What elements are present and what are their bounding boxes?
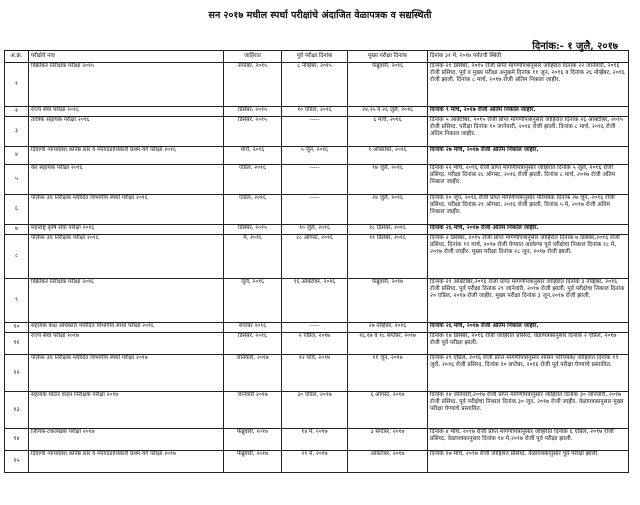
cell-main: २७ नोव्हेंबर, २०१६	[348, 323, 428, 333]
cell-exam: कर सहायक परीक्षा २०१६	[29, 165, 224, 195]
cell-main: १६,१७ व १८ सप्टेंबर, २०१७	[348, 333, 428, 355]
cell-status: दिनांक २९ एप्रिल, २०१६ रोजी प्राप्त मागणीपत्रानुसार शासन परिपत्रक/ जाहिरात दिनांक १९ जुलै, २०१६ रोजी प्रसिध्द. दिनांक १० सप्टेंबर, २०१६ रोजी पूर्व परीक्षा घेण्याचे प्रस्तावित.	[428, 355, 629, 392]
header-prelim: पूर्व परीक्षा दिनांक	[282, 51, 348, 63]
cell-sr: ५	[5, 165, 29, 195]
cell-prelim: १६ ऑक्टोबर, २०१६	[282, 279, 348, 323]
cell-status: दिनांक २ डिसेंबर, २०१५ रोजी प्राप्त मागणीपत्रानुसार जाहिरात दिनांक ७ डिसेंबर,२०१६ रोजी प्रसिध्द. दिनांक १९ मार्च, २०१७ रोजी घेण्यात आलेल्या पूर्व परीक्षेचा निकाल दिनांक १८ मे, २०१७ रोजी जाहीर. मुख्य परीक्षा दिनांक २८ जून, २०१७ रोजी झाली.	[428, 235, 629, 279]
cell-main: ९ ऑक्टोबर, २०१६	[348, 147, 428, 165]
exam-schedule-table	[4, 50, 629, 473]
table-row	[5, 165, 629, 195]
cell-sr: १४	[5, 429, 29, 451]
cell-status: दिनांक १० जून, २०१६ रोजी प्राप्त मागणीपत्रानुसार परिपत्रक दिनांक २७ जून, २०१६ रोजी प्रसिध्द. परीक्षा दिनांक २१ ऑगस्ट, २०१६ रोजी झाली. दिनांक ५ मे, २०१७ रोजी अंतिम निकाल जाहीर.	[428, 195, 629, 225]
cell-prelim: ३० एप्रिल, २०१७	[282, 392, 348, 429]
cell-exam: सहायक मोटार वाहन निरीक्षक परीक्षा २०१७	[29, 392, 224, 429]
cell-sr: ८	[5, 235, 29, 279]
header-sr: अ.क्र.	[5, 51, 29, 63]
header-main: मुख्य परीक्षा दिनांक	[348, 51, 428, 63]
cell-exam: विक्रीकर निरीक्षक परीक्षा २०१६	[29, 279, 224, 323]
cell-exam: पोलीस उप निरीक्षक मर्यादित विभागीय स्पर्धा परीक्षा २०१७	[29, 355, 224, 392]
cell-advt: सप्टेंबर, २०१५	[224, 63, 282, 107]
cell-prelim: १४ मे, २०१७	[282, 429, 348, 451]
cell-status: दिनांक १४ जानेवारी,२०१७ रोजी प्राप्त मागणीपत्रानुसार जाहिरात दिनांक ३० जानेवारी, २०१७ रोजी प्रसिध्द. पूर्व परीक्षेचा निकाल दिनांक ३० जून, २०१७ रोजी जाहीर. वेळापत्रकानुसार मुख्य परीक्षा घेण्याचे प्रस्तावित.	[428, 392, 629, 429]
table-row	[5, 333, 629, 355]
table-row	[5, 323, 629, 333]
table-row	[5, 147, 629, 165]
table-header-row	[5, 51, 629, 63]
cell-main: १७ जुलै, २०१६	[348, 165, 428, 195]
cell-status: दिनांक २६ मार्च, २०१७ रोजी अंतिम निकाल जाहीर.	[428, 323, 629, 333]
cell-exam: पोलीस उप निरीक्षक मर्यादित विभागीय स्पर्धा परीक्षा २०१६	[29, 195, 224, 225]
cell-exam: विक्रीकर निरीक्षक परीक्षा २०१५	[29, 63, 224, 107]
cell-prelim: १२ मार्च, २०१७	[282, 355, 348, 392]
cell-prelim: -----	[282, 195, 348, 225]
cell-exam: लिपिक-टंकलेखक परीक्षा २०१७	[29, 429, 224, 451]
table-row	[5, 392, 629, 429]
cell-main: ११ डिसेंबर, २०१६	[348, 235, 428, 279]
cell-sr: १२	[5, 355, 29, 392]
cell-prelim: ८ नोव्हेंबर, २०१५	[282, 63, 348, 107]
cell-sr: १५	[5, 451, 29, 473]
header-status: दिनांक ३१ मे, २०१७ पर्यंतची स्थिती	[428, 51, 629, 63]
cell-advt: जुलै, २०१६	[224, 279, 282, 323]
cell-prelim: २१ मे, २०१७	[282, 451, 348, 473]
table-row	[5, 355, 629, 392]
cell-sr: ९	[5, 279, 29, 323]
cell-advt: एप्रिल, २०१६	[224, 195, 282, 225]
header-exam: परीक्षेचे नाव	[29, 51, 224, 63]
cell-status: दिनांक २१ ऑक्टोबर,२०१६ रोजी प्राप्त मागणीपत्रानुसार जाहिरात दिनांक ३ नोव्हेंबर, २०१६ रोजी प्रसिध्द. पूर्व परीक्षा दिनांक २९ जानेवारी, २०१७ रोजी झाली. पूर्व परीक्षेचा निकाल दिनांक २० एप्रिल, २०१७ रोजी जाहीर. मुख्य परीक्षा दिनांक ३ जून,२०१७ रोजी झाली.	[428, 279, 629, 323]
cell-sr: १३	[5, 392, 29, 429]
cell-prelim: २८ ऑगस्ट, २०१६	[282, 235, 348, 279]
cell-advt: डिसेंबर, २०१५	[224, 117, 282, 147]
cell-advt: डिसेंबर, २०१६	[224, 333, 282, 355]
cell-advt: जानेवारी, २०१७	[224, 355, 282, 392]
cell-exam: महाराष्ट्र कृषि सेवा परीक्षा २०१६	[29, 225, 224, 235]
cell-advt: फेब्रुवारी, २०१७	[224, 451, 282, 473]
cell-exam: दिवाणी न्यायाधीश कनिष्ठ स्तर व न्यायदंडाधिकारी प्रथम वर्ग परीक्षा २०१६	[29, 147, 224, 165]
cell-main: २४,२५ व २६ जुलै, २०१६	[348, 107, 428, 117]
cell-advt: जानेवारी २०१७	[224, 392, 282, 429]
cell-exam: तांत्रिक सहायक परीक्षा २०१६	[29, 117, 224, 147]
table-row	[5, 225, 629, 235]
cell-status: दिनांक १७ मार्च, २०१७ रोजी जाहिरात प्रसिध्द. वेळापत्रकानुसार पूर्व परीक्षा झाली.	[428, 451, 629, 473]
cell-status: दिनांक २१ डिसेंबर, २०१५ रोजी प्राप्त मागणीपत्रानुसार जाहिरात दिनांक २२ जानेवारी, २०१६ रोजी प्रसिध्द. पूर्व व मुख्य परीक्षा अनुक्रमे दिनांक ११ जून, २०१६ व दिनांक २६ नोव्हेंबर, २०१६ रोजी झाली. दिनांक ८ मार्च, २०१७ रोजी अंतिम निकाल जाहीर.	[428, 63, 629, 107]
cell-prelim: १० जुलै, २०१६	[282, 225, 348, 235]
cell-sr: १०	[5, 323, 29, 333]
cell-advt: डिसेंबर, २०१५	[224, 225, 282, 235]
table-row	[5, 451, 629, 473]
cell-status: दिनांक २६ मार्च, २०१७ रोजी अंतिम निकाल जाहीर.	[428, 225, 629, 235]
cell-main: २४ जुलै, २०१६	[348, 195, 428, 225]
cell-sr: ३	[5, 117, 29, 147]
cell-prelim: -----	[282, 165, 348, 195]
cell-advt: एप्रिल, २०१६	[224, 165, 282, 195]
cell-sr: १	[5, 63, 29, 107]
cell-main: फेब्रुवारी, २०१६	[348, 63, 428, 107]
cell-prelim: ५ जून, २०१६	[282, 147, 348, 165]
cell-prelim: २ एप्रिल, २०१७	[282, 333, 348, 355]
table-row	[5, 429, 629, 451]
cell-status: दिनांक ५ ऑक्टोबर, २०१५ रोजी प्राप्त मागणीपत्रानुसार जाहिरात दिनांक २६ ऑक्टोबर, २०१५ रोजी प्रसिध्द. परीक्षा दिनांक १० जानेवारी, २०१६ रोजी झाली. दिनांक ८ मार्च, २०१६ रोजी अंतिम निकाल जाहीर.	[428, 117, 629, 147]
cell-advt: सप्टेंबर २०१६	[224, 323, 282, 333]
cell-sr: ११	[5, 333, 29, 355]
cell-sr: ४	[5, 147, 29, 165]
cell-sr: ७	[5, 225, 29, 235]
cell-main: ऑक्टोबर, २०१७	[348, 451, 428, 473]
cell-exam: राज्य सेवा परीक्षा २०१७	[29, 333, 224, 355]
cell-main: १८ डिसेंबर, २०१६	[348, 225, 428, 235]
cell-advt: मार्च, २०१६	[224, 147, 282, 165]
cell-status: दिनांक १४ डिसेंबर, २०१६ रोजी जाहिरात प्रसिध्द. वेळापत्रकानुसार दिनांक २ एप्रिल, २०१७ रोजी पूर्व परीक्षा झाली.	[428, 333, 629, 355]
page-title: सन २०१७ मधील स्पर्धा परीक्षांचे अंदाजित वेळापत्रक व सद्यस्थिती	[208, 10, 432, 21]
cell-main: फेब्रुवारी, २०१७	[348, 279, 428, 323]
table-row	[5, 195, 629, 225]
cell-advt: मे, २०१६	[224, 235, 282, 279]
cell-exam: दिवाणी न्यायाधीश कनिष्ठ स्तर व न्यायदंडाधिकारी प्रथम वर्ग परीक्षा २०१७	[29, 451, 224, 473]
cell-prelim: -----	[282, 117, 348, 147]
header-advt: जाहिरात	[224, 51, 282, 63]
table-row	[5, 235, 629, 279]
cell-sr: ६	[5, 195, 29, 225]
cell-advt: फेब्रुवारी, २०१७	[224, 429, 282, 451]
table-row	[5, 107, 629, 117]
cell-prelim: -----	[282, 323, 348, 333]
cell-exam: राज्य सेवा परीक्षा २०१६	[29, 107, 224, 117]
cell-exam: सहायक कक्ष अधिकारी मर्यादित विभागीय स्पर्धा परीक्षा २०१६	[29, 323, 224, 333]
cell-status: दिनांक ९ मार्च, २०१७ रोजी अंतिम निकाल जाहीर.	[428, 107, 629, 117]
date-label: दिनांक:- १ जुलै, २०१७	[532, 41, 618, 52]
cell-main: ३ सप्टेंबर, २०१७	[348, 429, 428, 451]
cell-status: दिनांक २७ मार्च, २०१७ रोजी अंतिम निकाल जाहीर.	[428, 147, 629, 165]
cell-status: दिनांक ४ मार्च, २०१७ रोजी प्राप्त मागणीपत्रानुसार जाहिरात दिनांक ६ एप्रिल, २०१७ रोजी प्रसिध्द. वेळापत्रकानुसार दिनांक १४ मे,२०१७ रोजी पूर्व परीक्षा झाली.	[428, 429, 629, 451]
cell-status: दिनांक २२ मार्च, २०१६ रोजी प्राप्त मागणीपत्रानुसार जाहिरात दिनांक ५ जुलै, २०१६ रोजी प्रसिध्द. परीक्षा दिनांक २८ ऑगस्ट, २०१६ रोजी झाली. दिनांक ८ मार्च, २०१७ रोजी अंतिम निकाल जाहीर.	[428, 165, 629, 195]
cell-prelim: १० एप्रिल, २०१६	[282, 107, 348, 117]
table-row	[5, 63, 629, 107]
cell-main: ६ मार्च, २०१६	[348, 117, 428, 147]
cell-sr: २	[5, 107, 29, 117]
cell-main: ६ ऑगस्ट, २०१७	[348, 392, 428, 429]
cell-main: ११ जून, २०१७	[348, 355, 428, 392]
cell-advt: डिसेंबर, २०१५	[224, 107, 282, 117]
table-row	[5, 279, 629, 323]
cell-exam: पोलीस उप निरीक्षक परीक्षा २०१६	[29, 235, 224, 279]
table-row	[5, 117, 629, 147]
